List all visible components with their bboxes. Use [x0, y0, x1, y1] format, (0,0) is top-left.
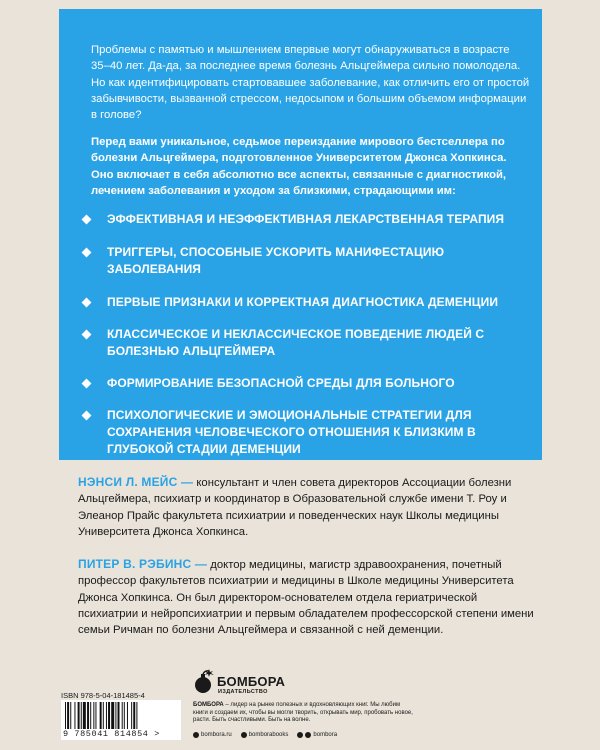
social-link-site[interactable] [193, 732, 232, 738]
author-name: ПИТЕР В. РЭБИНС — [78, 557, 208, 571]
list-item-text: КЛАССИЧЕСКОЕ И НЕКЛАССИЧЕСКОЕ ПОВЕДЕНИЕ ЛЮДЕЙ С БОЛЕЗНЬЮ АЛЬЦГЕЙМЕРА [107, 327, 485, 358]
diamond-bullet-icon [82, 379, 92, 389]
barcode-bar [65, 702, 66, 729]
barcode-bar [78, 702, 80, 729]
diamond-bullet-icon [82, 215, 92, 225]
barcode-bar [100, 702, 102, 729]
barcode-bar [131, 702, 132, 729]
barcode-digits: 9 785041 814854 > [63, 729, 160, 739]
barcode-bar [136, 702, 137, 729]
publisher-subtitle: ИЗДАТЕЛЬСТВО [218, 689, 268, 695]
barcode-bar [122, 702, 123, 729]
social-icon [297, 732, 303, 738]
publisher-slogan [193, 702, 413, 725]
author-bio-rabins [78, 556, 538, 638]
list-item-text: ПСИХОЛОГИЧЕСКИЕ И ЭМОЦИОНАЛЬНЫЕ СТРАТЕГИИ ДЛЯ СОХРАНЕНИЯ ЧЕЛОВЕЧЕСКОГО ОТНОШЕНИЯ К БЛИЗКИМ В ГЛУБОКОЙ СТАДИИ ДЕМЕНЦИИ [107, 408, 476, 456]
diamond-bullet-icon [82, 248, 92, 258]
social-icon [241, 732, 247, 738]
list-item-text: ТРИГГЕРЫ, СПОСОБНЫЕ УСКОРИТЬ МАНИФЕСТАЦИЮ ЗАБОЛЕВАНИЯ [107, 245, 445, 276]
barcode-bar [111, 702, 114, 729]
list-item-text: ЭФФЕКТИВНАЯ И НЕЭФФЕКТИВНАЯ ЛЕКАРСТВЕННАЯ ТЕРАПИЯ [107, 212, 505, 226]
author-bio-mace [78, 474, 538, 540]
feature-list [83, 211, 533, 473]
barcode-bar [87, 702, 89, 729]
list-item [83, 244, 533, 278]
social-link-channel[interactable] [297, 732, 337, 738]
publisher-name: БОМБОРА [217, 674, 286, 689]
barcode-bar [106, 702, 107, 729]
intro-paragraph: Проблемы с памятью и мышлением впервые могут обнаруживаться в возрасте 35–40 лет. Да-да, за последнее время болезнь Альцгеймера сильно помолодела. Но как идентифицировать стартовавшее заболевание, как отличить его от простой забывчивости, вызванной стрессом, недосыпом и большим объемом информации в голове? [91, 44, 530, 122]
barcode-bar [90, 702, 91, 729]
barcode-bar [70, 702, 71, 729]
diamond-bullet-icon [82, 411, 92, 421]
barcode-bar [83, 702, 86, 729]
barcode-bar [127, 702, 128, 729]
barcode-bar [67, 702, 69, 729]
bomb-icon [193, 669, 215, 695]
slogan-brand: БОМБОРА [193, 702, 224, 708]
slogan-text: – лидер на рынке полезных и вдохновляющих книг. Мы любим книги и создаем их, чтобы вы могли творить, открывать мир, пробовать новое, расти. Быть счастливыми. Быть на волне. [193, 702, 413, 723]
list-item [83, 407, 533, 458]
barcode-bar [124, 702, 125, 729]
social-links [193, 732, 337, 738]
list-item [83, 326, 533, 360]
barcode-bar [103, 702, 104, 729]
social-icon [305, 732, 311, 738]
author-name: НЭНСИ Л. МЕЙС — [78, 475, 194, 489]
list-item-text: ПЕРВЫЕ ПРИЗНАКИ И КОРРЕКТНАЯ ДИАГНОСТИКА ДЕМЕНЦИИ [107, 295, 499, 309]
list-item-text: ФОРМИРОВАНИЕ БЕЗОПАСНОЙ СРЕДЫ ДЛЯ БОЛЬНОГО [107, 376, 455, 390]
list-item [83, 294, 533, 311]
social-link-books[interactable] [241, 732, 289, 738]
diamond-bullet-icon [82, 298, 92, 308]
publisher-logo [193, 669, 286, 701]
author-bio-text: консультант и член совета директоров Ассоциации болезни Альцгеймера, психиатр и координатор в Образовательной службе имени Т. Роу и Элеанор Прайс факультета психиатрии и поведенческих наук Школы медицины Университета Джонса Хопкинса. [78, 477, 512, 538]
social-link-label: bombora [313, 732, 338, 738]
barcode-bar [81, 702, 82, 729]
barcode-bar [74, 702, 75, 729]
globe-icon [193, 732, 199, 738]
list-item [83, 211, 533, 228]
barcode-bar [115, 702, 116, 729]
barcode-bar [118, 702, 120, 729]
isbn-number: ISBN 978-5-04-181485-4 [61, 691, 145, 700]
barcode-bar [95, 702, 96, 729]
author-bio-text: доктор медицины, магистр здравоохранения, почетный профессор факультетов психиатрии и медицины в Школе медицины Университета Джонса Хопкинса. Он был директором-основателем отдела гериатрической психиатрии и нейропсихиатрии и первым обладателем профессорской степени имени семьи Ричман по болезни Альцгеймера и связанной с ней деменции. [78, 559, 534, 637]
barcode-bar [93, 702, 94, 729]
barcode-bar [108, 702, 110, 729]
social-link-label: bomborabooks [248, 732, 289, 738]
list-item [83, 375, 533, 392]
diamond-bullet-icon [82, 330, 92, 340]
intro-paragraph-bold: Перед вами уникальное, седьмое переиздание мирового бестселлера по болезни Альцгеймера, подготовленное Университетом Джонса Хопкинса. Оно включает в себя абсолютно все аспекты, связанные с диагностикой, лечением заболевания и уходом за близкими, страдающими им: [91, 136, 507, 197]
barcode-bar [133, 702, 135, 729]
social-link-label: bombora.ru [201, 732, 232, 738]
